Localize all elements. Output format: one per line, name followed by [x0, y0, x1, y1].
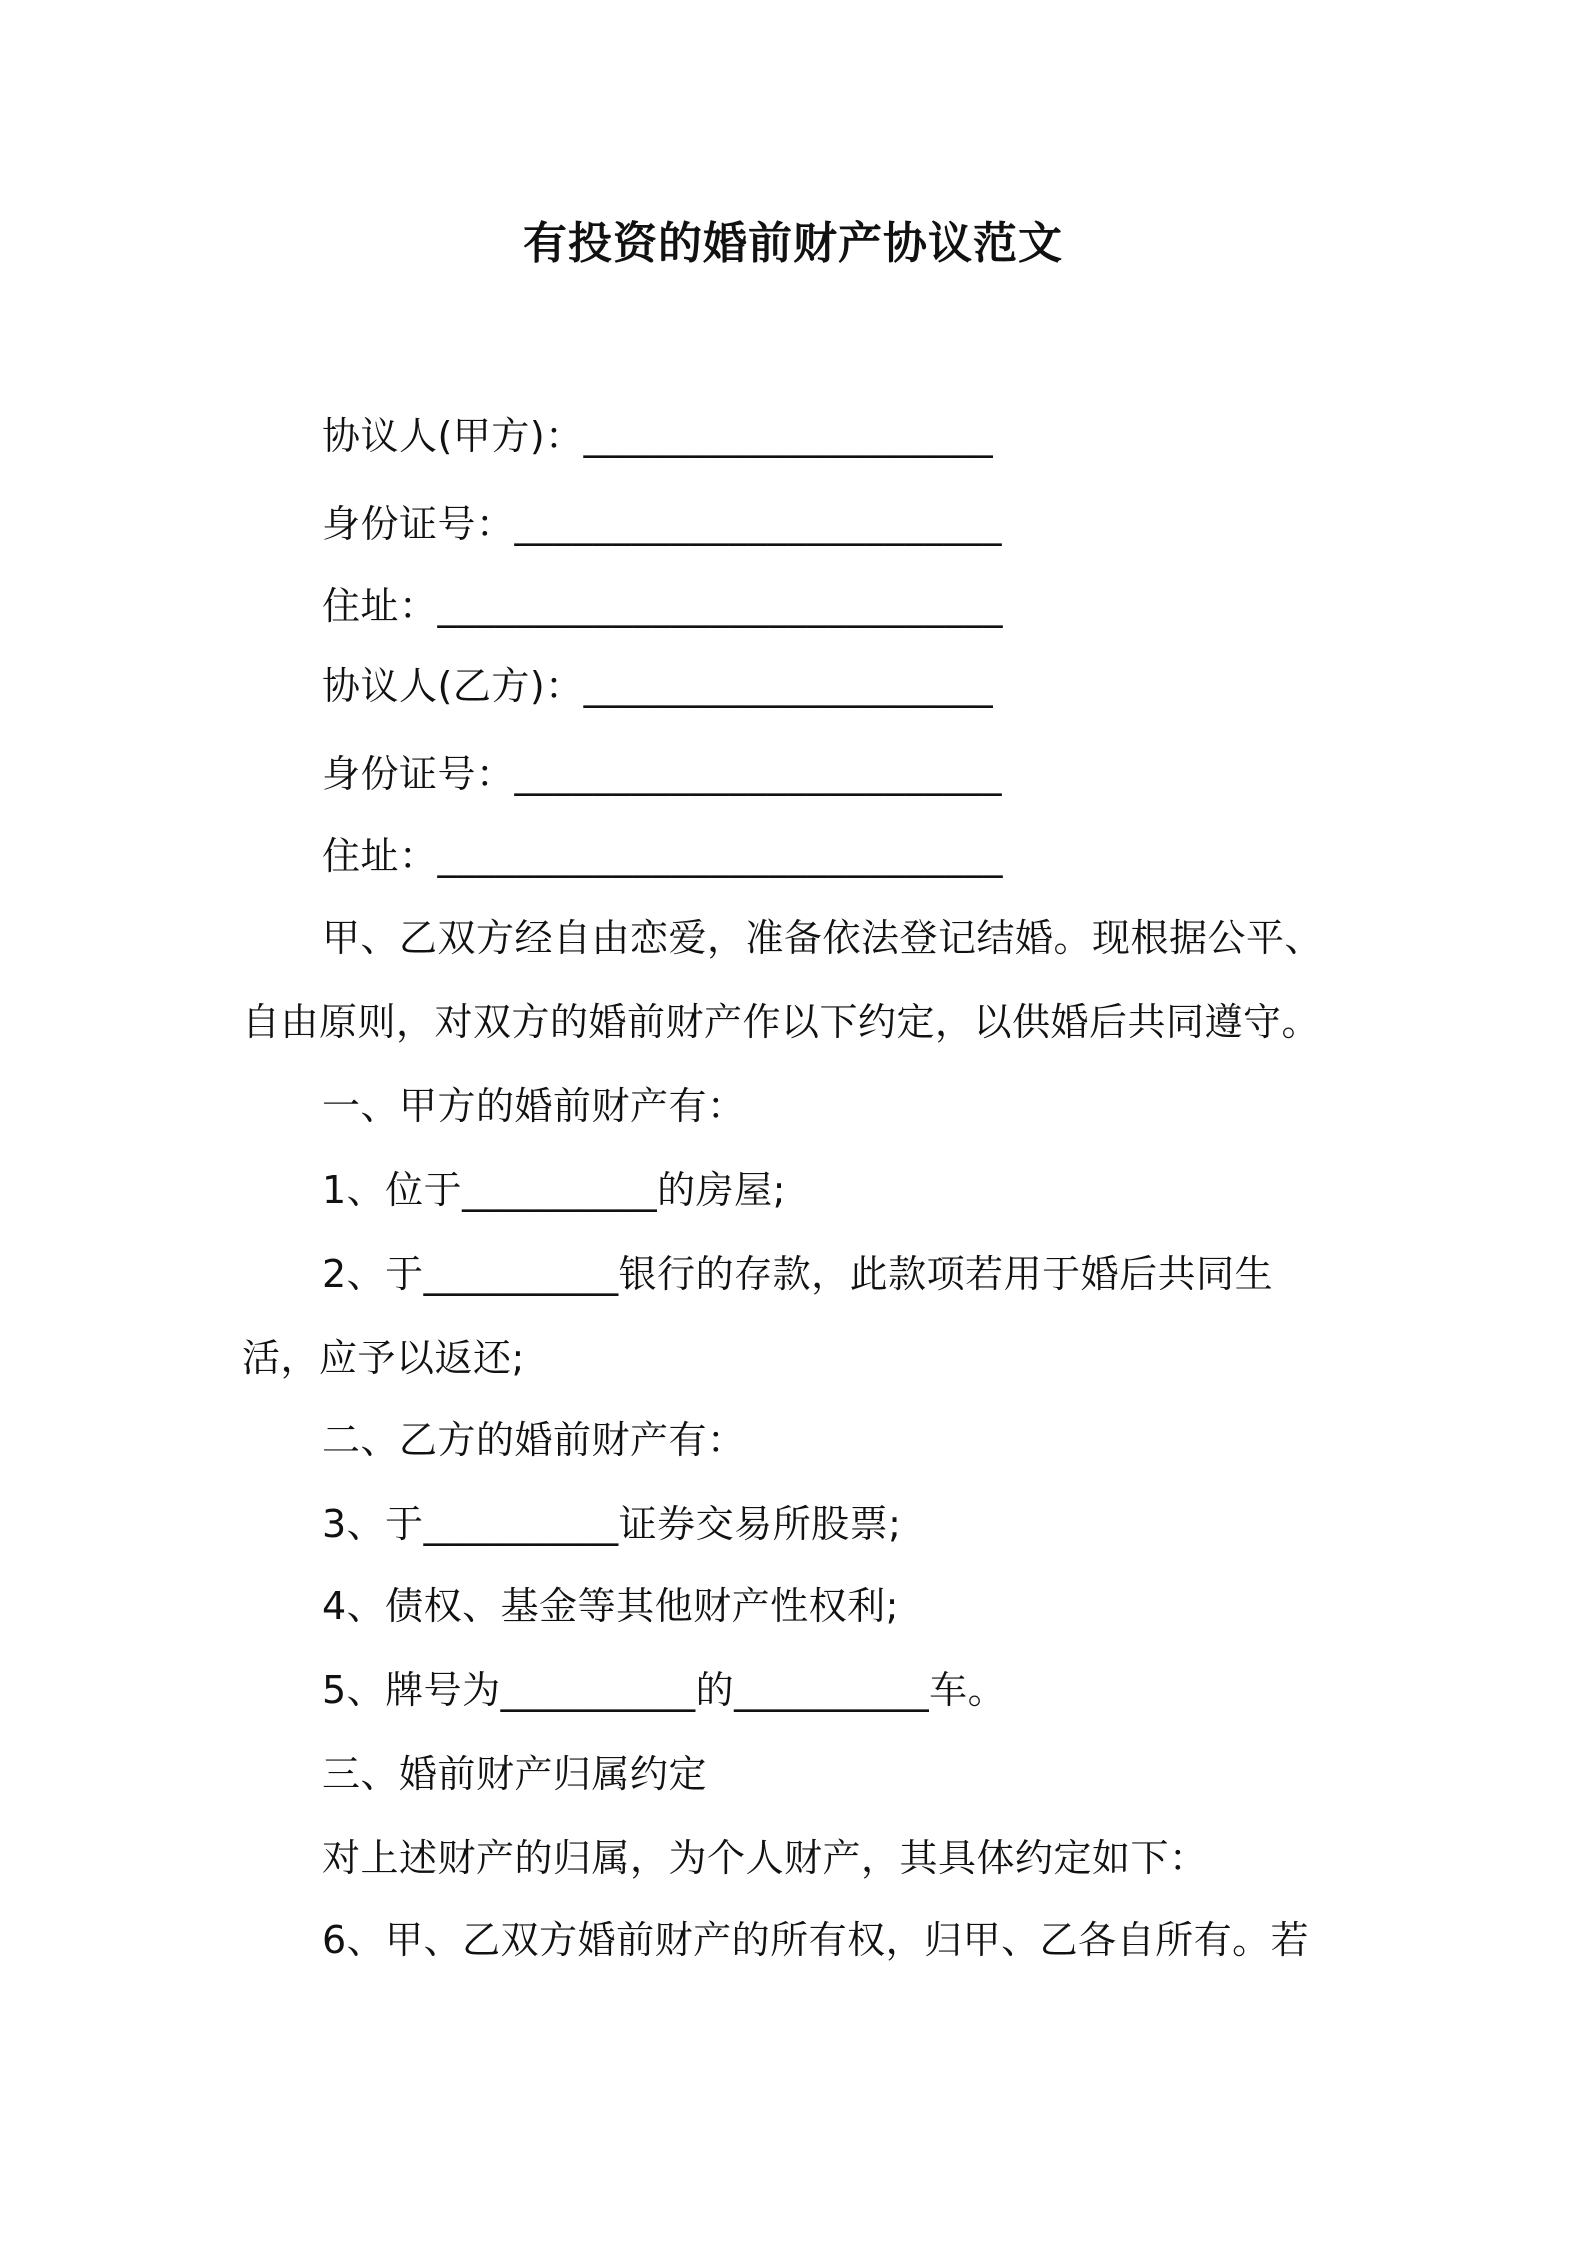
item-3: 3、于__________证券交易所股票;: [322, 1502, 902, 1546]
party-b-address-field: 住址：_____________________________: [322, 834, 1004, 878]
section-3-intro: 对上述财产的归属，为个人财产，其具体约定如下：: [322, 1836, 1208, 1880]
item-6-line-1: 6、甲、乙双方婚前财产的所有权，归甲、乙各自所有。若: [322, 1918, 1310, 1962]
intro-paragraph-line-2: 自由原则，对双方的婚前财产作以下约定，以供婚后共同遵守。: [242, 1000, 1321, 1044]
section-1-heading: 一、甲方的婚前财产有：: [322, 1084, 746, 1128]
item-2-line-2: 活，应予以返还;: [242, 1336, 525, 1380]
party-b-id-field: 身份证号：_________________________: [322, 752, 1003, 796]
party-a-id-field: 身份证号：_________________________: [322, 502, 1003, 546]
party-a-name-field: 协议人(甲方)：_____________________: [322, 414, 994, 458]
intro-paragraph-line-1: 甲、乙双方经自由恋爱，准备依法登记结婚。现根据公平、: [322, 916, 1324, 960]
party-a-address-field: 住址：_____________________________: [322, 584, 1004, 628]
item-4: 4、债权、基金等其他财产性权利;: [322, 1584, 899, 1628]
item-2-line-1: 2、于__________银行的存款，此款项若用于婚后共同生: [322, 1252, 1274, 1296]
document-title: 有投资的婚前财产协议范文: [523, 218, 1063, 269]
party-b-name-field: 协议人(乙方)：_____________________: [322, 664, 994, 708]
section-2-heading: 二、乙方的婚前财产有：: [322, 1418, 746, 1462]
item-5: 5、牌号为__________的__________车。: [322, 1668, 1007, 1712]
item-1: 1、位于__________的房屋;: [322, 1168, 786, 1212]
section-3-heading: 三、婚前财产归属约定: [322, 1752, 708, 1796]
